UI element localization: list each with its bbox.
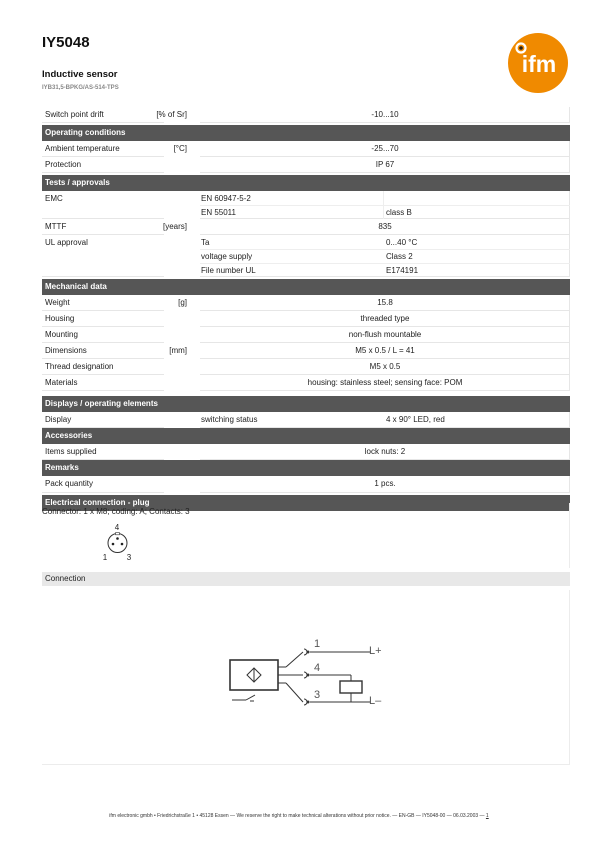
- ul-ta-label: Ta: [201, 238, 210, 247]
- section-tests-approvals: [42, 175, 570, 191]
- emc-standard-2-class: class B: [386, 208, 412, 217]
- label: Dimensions: [45, 346, 87, 355]
- row-mounting: [42, 327, 570, 343]
- pin-label-top: 4: [114, 523, 120, 532]
- section-heading: Electrical connection - plug: [45, 498, 150, 507]
- unit: [years]: [162, 222, 187, 231]
- label: Pack quantity: [45, 479, 94, 488]
- section-heading: Displays / operating elements: [45, 399, 158, 408]
- wire-label-3: 3: [314, 689, 321, 701]
- section-heading: Mechanical data: [45, 282, 107, 291]
- connector-description: Connector: 1 x M8; coding: A; Contacts: 3: [42, 507, 190, 516]
- value: lock nuts: 2: [364, 447, 406, 456]
- section-remarks: [42, 460, 570, 476]
- row-weight: [42, 295, 570, 311]
- label: MTTF: [45, 222, 67, 231]
- value: threaded type: [360, 314, 410, 323]
- row-materials: [42, 375, 570, 391]
- page-footer: [0, 813, 598, 819]
- page-title: IY5048: [42, 34, 90, 51]
- emc-standard-1: EN 60947-5-2: [201, 194, 251, 203]
- label: Mounting: [45, 330, 78, 339]
- label-l-plus: L+: [369, 645, 382, 657]
- spec-table: [42, 107, 570, 511]
- ul-file-label: File number UL: [201, 266, 256, 275]
- value: 835: [378, 222, 392, 231]
- label: Housing: [45, 314, 75, 323]
- value: 1 pcs.: [374, 479, 396, 488]
- row-ul-approval: [42, 235, 570, 277]
- label: Protection: [45, 160, 82, 169]
- value: -25...70: [371, 144, 399, 153]
- wire-label-1: 1: [314, 638, 321, 650]
- wiring-diagram: [228, 634, 388, 714]
- value: M5 x 0.5: [369, 362, 401, 371]
- connector-pin-diagram: [100, 522, 140, 562]
- row-protection: [42, 157, 570, 173]
- pin-label-right: 3: [126, 553, 132, 562]
- value: 4 x 90° LED, red: [386, 415, 445, 424]
- label: Display: [45, 415, 72, 424]
- value: housing: stainless steel; sensing face: POM: [307, 378, 463, 387]
- value: IP 67: [375, 160, 395, 169]
- wire-label-4: 4: [314, 662, 321, 674]
- section-heading: Tests / approvals: [45, 178, 110, 187]
- row-ambient-temperature: [42, 141, 570, 157]
- ifm-logo: [508, 33, 568, 93]
- section-heading: Operating conditions: [45, 128, 126, 137]
- row-dimensions: [42, 343, 570, 359]
- ul-supply-value: Class 2: [386, 252, 413, 261]
- row-pack-quantity: [42, 476, 570, 493]
- value: M5 x 0.5 / L = 41: [355, 346, 415, 355]
- label: Thread designation: [45, 362, 114, 371]
- label: UL approval: [45, 238, 88, 247]
- product-subtitle: Inductive sensor: [42, 69, 118, 80]
- unit: [g]: [178, 298, 187, 307]
- value: non-flush mountable: [348, 330, 422, 339]
- section-displays: [42, 396, 570, 412]
- row-thread-designation: [42, 359, 570, 375]
- connection-heading: Connection: [45, 574, 86, 583]
- row-switch-point-drift: [42, 107, 570, 123]
- emc-standard-2: EN 55011: [201, 208, 236, 217]
- section-accessories: [42, 428, 570, 444]
- value: 15.8: [377, 298, 393, 307]
- row-emc: [42, 191, 570, 219]
- display-type: switching status: [201, 415, 258, 424]
- label: Items supplied: [45, 447, 97, 456]
- section-mechanical-data: [42, 279, 570, 295]
- label: Materials: [45, 378, 78, 387]
- label: EMC: [45, 194, 63, 203]
- unit: [% of Sr]: [156, 110, 187, 119]
- label: Ambient temperature: [45, 144, 120, 153]
- unit: [°C]: [173, 144, 187, 153]
- label: Weight: [45, 298, 70, 307]
- article-code: IYB31,5-BPKG/AS-514-TPS: [42, 85, 119, 91]
- row-housing: [42, 311, 570, 327]
- section-heading: Accessories: [45, 431, 93, 440]
- page-number-link[interactable]: 1: [485, 813, 489, 819]
- connection-heading-bar: [42, 572, 570, 586]
- pin-label-left: 1: [102, 553, 108, 562]
- label-l-minus: L–: [369, 695, 382, 707]
- row-items-supplied: [42, 444, 570, 460]
- footer-text: ifm electronic gmbh • Friedrichstraße 1 • 45128 Essen — We reserve the right to make technical alterations without prior notice. — EN-GB — IY5048-00 — 06.03.2003 —: [109, 813, 485, 819]
- section-operating-conditions: [42, 125, 570, 141]
- value: -10...10: [371, 110, 399, 119]
- row-mttf: [42, 219, 570, 235]
- ul-file-value: E174191: [386, 266, 419, 275]
- logo-text: ifm: [521, 51, 557, 77]
- ul-supply-label: voltage supply: [201, 252, 253, 261]
- row-display: [42, 412, 570, 428]
- ul-ta-value: 0...40 °C: [386, 238, 418, 247]
- unit: [mm]: [169, 346, 187, 355]
- section-heading: Remarks: [45, 463, 79, 472]
- label: Switch point drift: [45, 110, 104, 119]
